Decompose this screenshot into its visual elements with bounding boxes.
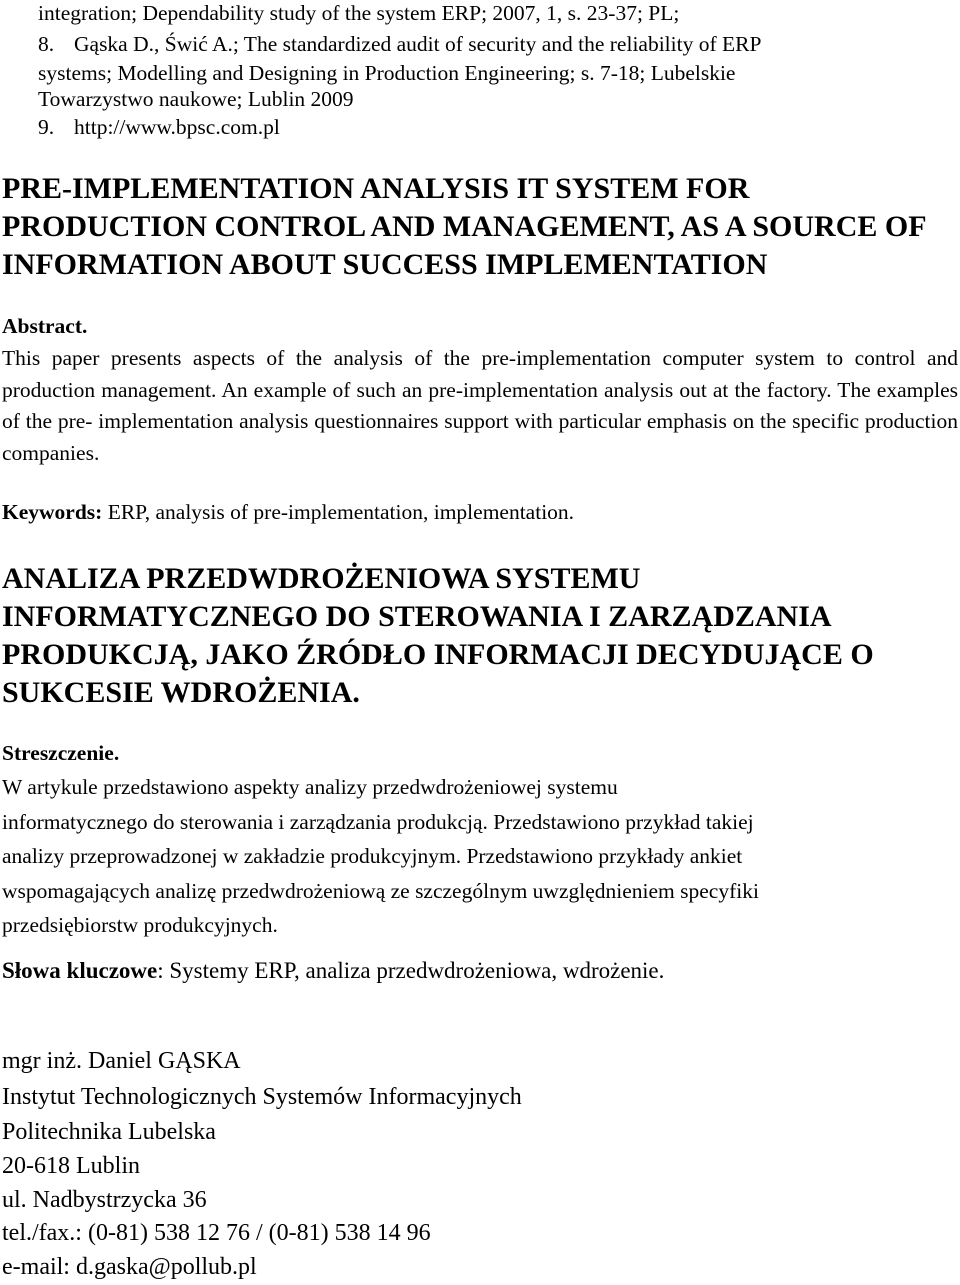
keywords-text: ERP, analysis of pre-implementation, implementation. [102,500,575,524]
english-keywords [2,500,574,525]
polish-keywords-text: : Systemy ERP, analiza przedwdrożeniowa, wdrożenie. [157,958,665,983]
author-postal: 20-618 Lublin [2,1153,140,1179]
author-institute: Instytut Technologicznych Systemów Informacyjnych [2,1084,522,1110]
reference-text: systems; Modelling and Designing in Production Engineering; s. 7-18; Lubelskie [38,61,736,85]
author-street: ul. Nadbystrzycka 36 [2,1187,207,1213]
author-email[interactable]: e-mail: d.gaska@pollub.pl [2,1254,257,1280]
polish-keywords-label: Słowa kluczowe [2,958,158,983]
reference-text: integration; Dependability study of the system ERP; 2007, 1, s. 23-37; PL; [38,1,680,25]
reference-line [38,86,354,112]
polish-title: ANALIZA PRZEDWDROŻENIOWA SYSTEMU INFORMATYCZNEGO DO STEROWANIA I ZARZĄDZANIA PRODUKCJĄ, JAKO ŹRÓDŁO INFORMACJI DECYDUJĄCE O SUKCESIE WDROŻENIA. [2,562,874,709]
summary-heading: Streszczenie. [2,741,120,765]
polish-keywords [2,958,664,984]
english-title: PRE-IMPLEMENTATION ANALYSIS IT SYSTEM FOR PRODUCTION CONTROL AND MANAGEMENT, AS A SOURCE OF INFORMATION ABOUT SUCCESS IMPLEMENTATION [2,172,926,281]
reference-line [38,31,761,57]
reference-text: Towarzystwo naukowe; Lublin 2009 [38,87,354,111]
keywords-label: Keywords: [2,500,103,524]
reference-text: Gąska D., Świć A.; The standardized audit of security and the reliability of ERP [74,32,762,56]
author-name: mgr inż. Daniel GĄSKA [2,1048,241,1074]
reference-number: 8. [38,32,55,56]
author-university: Politechnika Lubelska [2,1119,216,1145]
summary-text: W artykule przedstawiono aspekty analizy przedwdrożeniowej systemu informatycznego do sterowania i zarządzania produkcją. Przedstawiono przykład takiej analizy przeprowadzonej w zakładzie produkcyjnym. Przedstawiono przykłady ankiet wspomagających analizę przedwdrożeniową ze szczególnym uwzględnieniem specyfiki przedsiębiorstw produkcyjnych. [2,775,759,937]
reference-link[interactable]: http://www.bpsc.com.pl [74,115,280,139]
reference-line [38,0,679,26]
author-phone: tel./fax.: (0-81) 538 12 76 / (0-81) 538 14 96 [2,1220,431,1246]
reference-line [38,114,280,140]
abstract-heading: Abstract. [2,314,88,338]
reference-number: 9. [38,115,55,139]
abstract-text: This paper presents aspects of the analysis of the pre-implementation computer system to control and production management. An example of such an pre-implementation analysis out at the factory. The examples of the pre- implementation analysis questionnaires support with particular emphasis on the specific production companies. [2,346,958,465]
reference-line [38,60,735,86]
